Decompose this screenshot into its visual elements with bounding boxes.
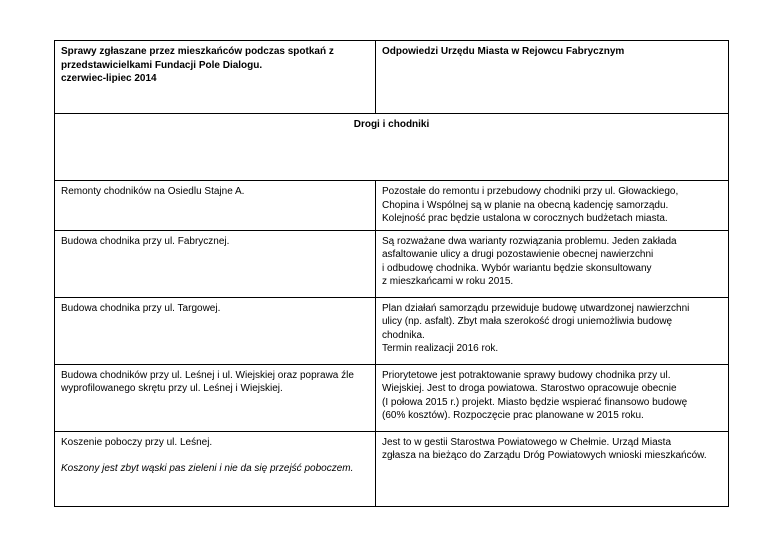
answer-cell — [376, 181, 729, 231]
answer-line: Pozostałe do remontu i przebudowy chodniki przy ul. Głowackiego, — [382, 186, 679, 197]
section-title: Drogi i chodniki — [55, 114, 729, 181]
header-answers-cell — [376, 41, 729, 114]
answer-line: Termin realizacji 2016 rok. — [382, 343, 499, 354]
issue-note: Koszony jest zbyt wąski pas zieleni i nie da się przejść poboczem. — [61, 463, 354, 474]
answer-line: asfaltowanie ulicy a drugi pozostawienie obecnej nawierzchni — [382, 249, 654, 260]
answer-cell — [376, 230, 729, 297]
answer-line: Wiejskiej. Jest to droga powiatowa. Starostwo opracowuje obecnie — [382, 383, 677, 394]
answer-line: Kolejność prac będzie ustalona w corocznych budżetach miasta. — [382, 213, 668, 224]
answer-line: Są rozważane dwa warianty rozwiązania problemu. Jeden zakłada — [382, 235, 677, 247]
table-row — [55, 431, 729, 506]
answer-cell — [376, 431, 729, 506]
issue-text: Budowa chodnika przy ul. Fabrycznej. — [61, 235, 230, 247]
answer-cell — [376, 364, 729, 431]
header-row — [55, 41, 729, 114]
table-row — [55, 230, 729, 297]
table-row — [55, 364, 729, 431]
section-row — [55, 114, 729, 181]
header-issues-line: czerwiec-lipiec 2014 — [61, 73, 157, 84]
issue-cell — [55, 431, 376, 506]
answer-line: chodnika. — [382, 329, 425, 341]
issue-cell — [55, 230, 376, 297]
issue-text: Koszenie poboczy przy ul. Leśnej. — [61, 436, 213, 448]
responses-table — [54, 40, 729, 507]
issue-text: Budowa chodnika przy ul. Targowej. — [61, 302, 221, 314]
issue-text: Budowa chodników przy ul. Leśnej i ul. Wiejskiej oraz poprawa źle — [61, 369, 354, 381]
answer-line: Jest to w gestii Starostwa Powiatowego w Chełmie. Urząd Miasta — [382, 436, 672, 448]
answer-line: (60% kosztów). Rozpoczęcie prac planowane w 2015 roku. — [382, 410, 644, 421]
answer-line: Plan działań samorządu przewiduje budowę utwardzonej nawierzchni — [382, 302, 690, 314]
issue-cell — [55, 181, 376, 231]
issue-text: wyprofilowanego skrętu przy ul. Leśnej i Wiejskiej. — [61, 383, 283, 394]
header-issues-line: Sprawy zgłaszane przez mieszkańców podczas spotkań z — [61, 46, 334, 57]
issue-text: Remonty chodników na Osiedlu Stajne A. — [61, 186, 245, 197]
answer-line: Priorytetowe jest potraktowanie sprawy budowy chodnika przy ul. — [382, 369, 671, 381]
answer-line: Chopina i Wspólnej są w planie na obecną kadencję samorządu. — [382, 199, 669, 211]
answer-line: zgłasza na bieżąco do Zarządu Dróg Powiatowych wnioski mieszkańców. — [382, 450, 707, 461]
answer-line: (I połowa 2015 r.) projekt. Miasto będzie wspierać finansowo budowę — [382, 396, 688, 408]
header-issues-line: przedstawicielkami Fundacji Pole Dialogu. — [61, 59, 263, 71]
table-row — [55, 181, 729, 231]
answer-line: i odbudowę chodnika. Wybór wariantu będzie skonsultowany — [382, 262, 652, 274]
table-row — [55, 297, 729, 364]
answer-line: ulicy (np. asfalt). Zbyt mała szerokość drogi uniemożliwia budowę — [382, 316, 673, 327]
header-answers-text: Odpowiedzi Urzędu Miasta w Rejowcu Fabrycznym — [382, 46, 625, 57]
answer-line: z mieszkańcami w roku 2015. — [382, 276, 514, 287]
issue-cell — [55, 364, 376, 431]
issue-cell — [55, 297, 376, 364]
answer-cell — [376, 297, 729, 364]
header-issues-cell — [55, 41, 376, 114]
